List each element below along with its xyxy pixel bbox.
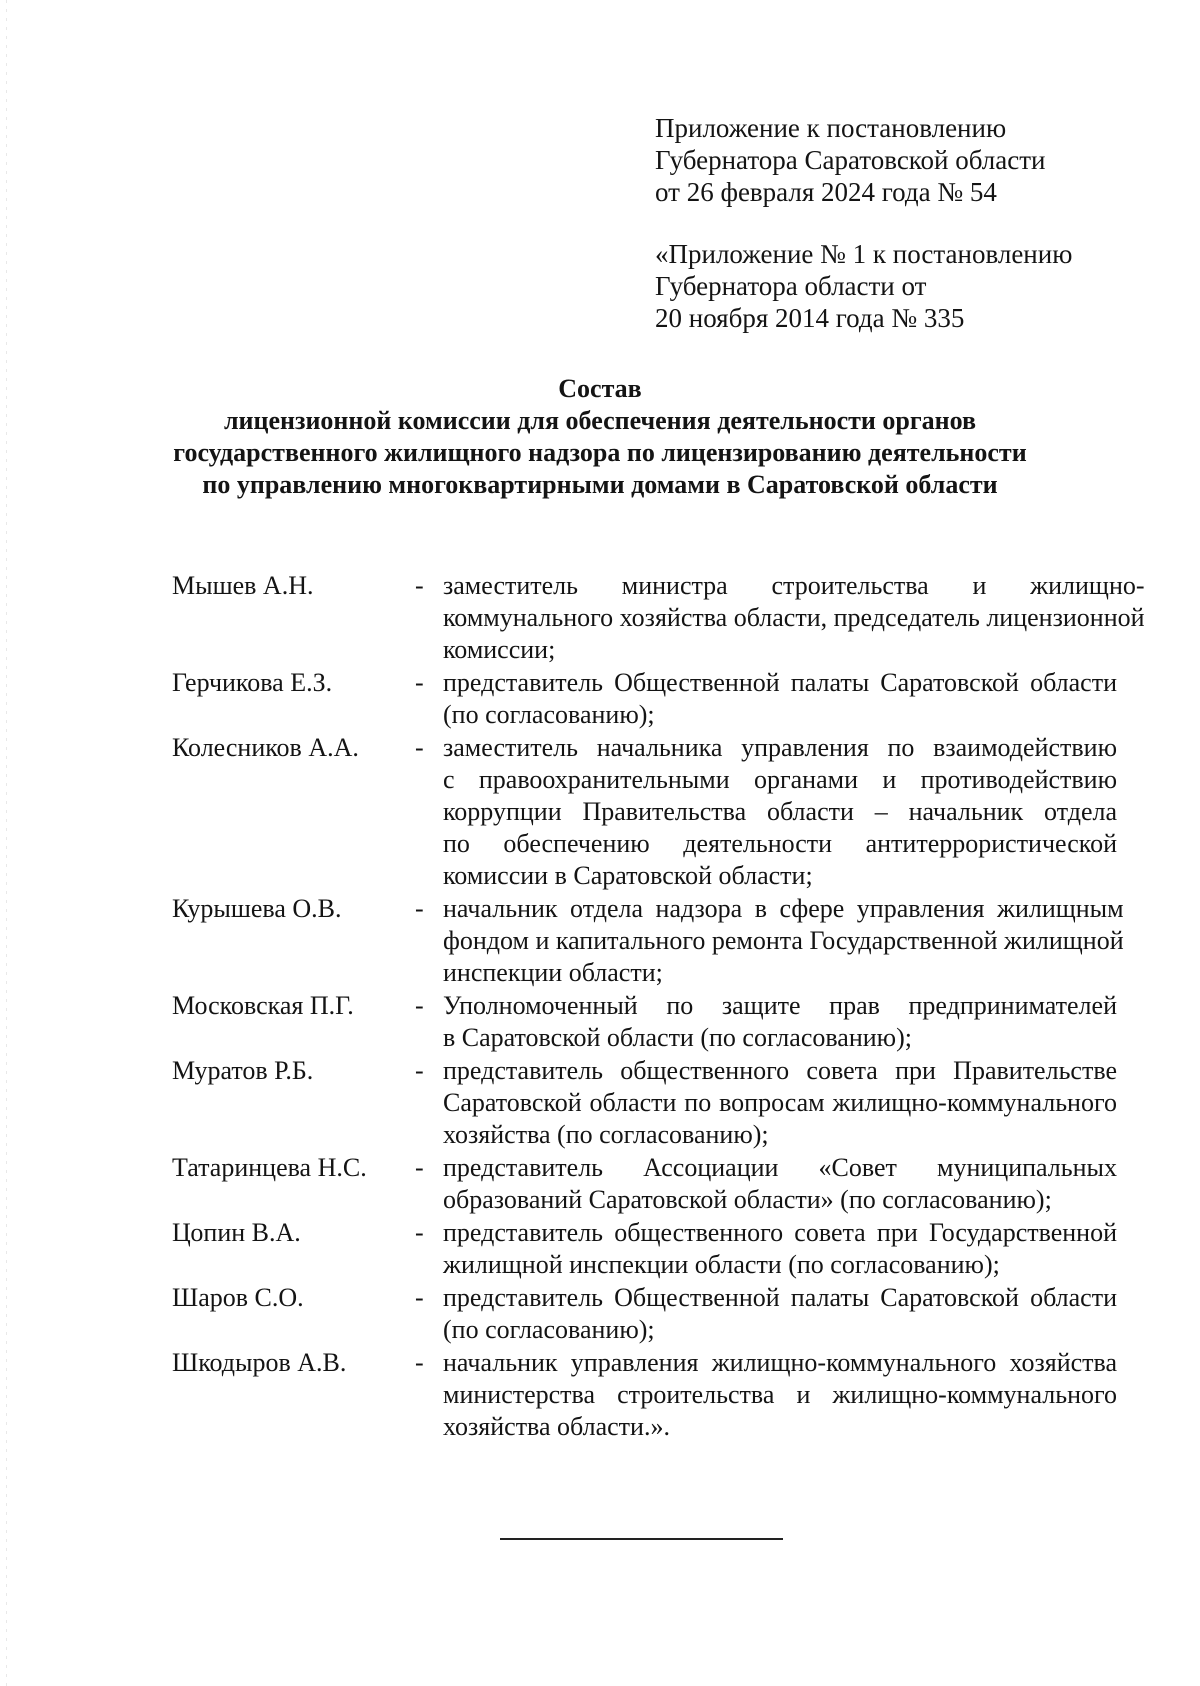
member-row: [172, 732, 1117, 892]
member-role-line: по обеспечению деятельности антитеррористической: [443, 829, 1117, 858]
member-role-line: представитель Ассоциации «Совет муниципальных: [443, 1153, 1117, 1182]
member-dash: -: [415, 1348, 424, 1377]
member-role: [443, 1282, 1117, 1346]
member-name: Курышева О.В.: [172, 894, 342, 923]
title-line: по управлению многоквартирными домами в Саратовской области: [202, 470, 998, 499]
member-dash: -: [415, 571, 424, 600]
member-dash: -: [415, 733, 424, 762]
member-dash: -: [415, 1153, 424, 1182]
appendix-line: Губернатора Саратовской области: [655, 145, 1046, 175]
member-role: [443, 1217, 1117, 1281]
member-dash: -: [415, 1283, 424, 1312]
member-role-line: образований Саратовской области» (по согласованию);: [443, 1185, 1052, 1214]
member-role-line: инспекции области;: [443, 958, 663, 987]
member-dash: -: [415, 1218, 424, 1247]
member-role-line: Саратовской области по вопросам жилищно-коммунального: [443, 1088, 1117, 1117]
quoted-appendix-line: Губернатора области от: [655, 271, 927, 301]
member-role-line: жилищной инспекции области (по согласованию);: [443, 1250, 1000, 1279]
title-line: лицензионной комиссии для обеспечения деятельности органов: [223, 406, 977, 435]
member-role-line: хозяйства (по согласованию);: [443, 1120, 769, 1149]
member-role-line: заместитель министра строительства и жилищно-: [443, 571, 1145, 600]
member-role: [443, 990, 1117, 1054]
member-row: [172, 1055, 1117, 1151]
appendix-header: [655, 112, 1135, 334]
member-dash: -: [415, 894, 424, 923]
member-role-line: хозяйства области.».: [443, 1412, 670, 1441]
member-dash: -: [415, 1056, 424, 1085]
member-row: [172, 667, 1117, 731]
member-role: [443, 732, 1117, 892]
member-role-line: (по согласованию);: [443, 700, 655, 729]
member-role: [443, 1347, 1117, 1443]
member-name: Цопин В.А.: [172, 1218, 301, 1247]
appendix-line: от 26 февраля 2024 года № 54: [655, 177, 997, 207]
member-row: [172, 1347, 1117, 1443]
member-role-line: начальник управления жилищно-коммунального хозяйства: [443, 1348, 1117, 1377]
member-name: Муратов Р.Б.: [172, 1056, 314, 1085]
member-role: [443, 1152, 1117, 1216]
member-row: [172, 990, 1117, 1054]
member-row: [172, 1152, 1117, 1216]
member-row: [172, 1217, 1117, 1281]
member-role-line: коррупции Правительства области – начальник отдела: [443, 797, 1117, 826]
member-name: Колесников А.А.: [172, 733, 359, 762]
member-name: Шкодыров А.В.: [172, 1348, 347, 1377]
member-role: [443, 1055, 1117, 1151]
footer-rule: [500, 1538, 783, 1540]
member-role-line: представитель Общественной палаты Саратовской области: [443, 1283, 1117, 1312]
scan-edge-artifact: [6, 0, 7, 1686]
member-dash: -: [415, 991, 424, 1020]
member-role-line: (по согласованию);: [443, 1315, 655, 1344]
member-role-line: фондом и капитального ремонта Государственной жилищной: [443, 926, 1124, 955]
member-name: Герчикова Е.З.: [172, 668, 333, 697]
member-role-line: министерства строительства и жилищно-коммунального: [443, 1380, 1117, 1409]
member-dash: -: [415, 668, 424, 697]
member-role-line: Уполномоченный по защите прав предпринимателей: [443, 991, 1117, 1020]
member-role: [443, 570, 1145, 666]
title-line: Состав: [558, 374, 642, 403]
member-role-line: с правоохранительными органами и противодействию: [443, 765, 1117, 794]
member-role-line: комиссии;: [443, 635, 556, 664]
member-name: Мышев А.Н.: [172, 571, 314, 600]
member-row: [172, 570, 1145, 666]
member-role-line: представитель общественного совета при Государственной: [443, 1218, 1117, 1247]
quoted-appendix-line: «Приложение № 1 к постановлению: [655, 239, 1073, 269]
member-role-line: начальник отдела надзора в сфере управления жилищным: [443, 894, 1124, 923]
member-row: [172, 893, 1124, 989]
member-role-line: представитель общественного совета при Правительстве: [443, 1056, 1117, 1085]
title-line: государственного жилищного надзора по лицензированию деятельности: [173, 438, 1027, 467]
member-role-line: представитель Общественной палаты Саратовской области: [443, 668, 1117, 697]
member-name: Московская П.Г.: [172, 991, 354, 1020]
member-role-line: заместитель начальника управления по взаимодействию: [443, 733, 1117, 762]
member-name: Татаринцева Н.С.: [172, 1153, 367, 1182]
commission-member-list: [172, 570, 1145, 1444]
member-role-line: в Саратовской области (по согласованию);: [443, 1023, 912, 1052]
document-title: [60, 373, 1140, 501]
member-role: [443, 893, 1124, 989]
appendix-line: Приложение к постановлению: [655, 113, 1007, 143]
quoted-appendix-line: 20 ноября 2014 года № 335: [655, 303, 965, 333]
member-role-line: коммунального хозяйства области, председатель лицензионной: [443, 603, 1145, 632]
member-role: [443, 667, 1117, 731]
member-role-line: комиссии в Саратовской области;: [443, 861, 813, 890]
member-row: [172, 1282, 1117, 1346]
member-name: Шаров С.О.: [172, 1283, 304, 1312]
